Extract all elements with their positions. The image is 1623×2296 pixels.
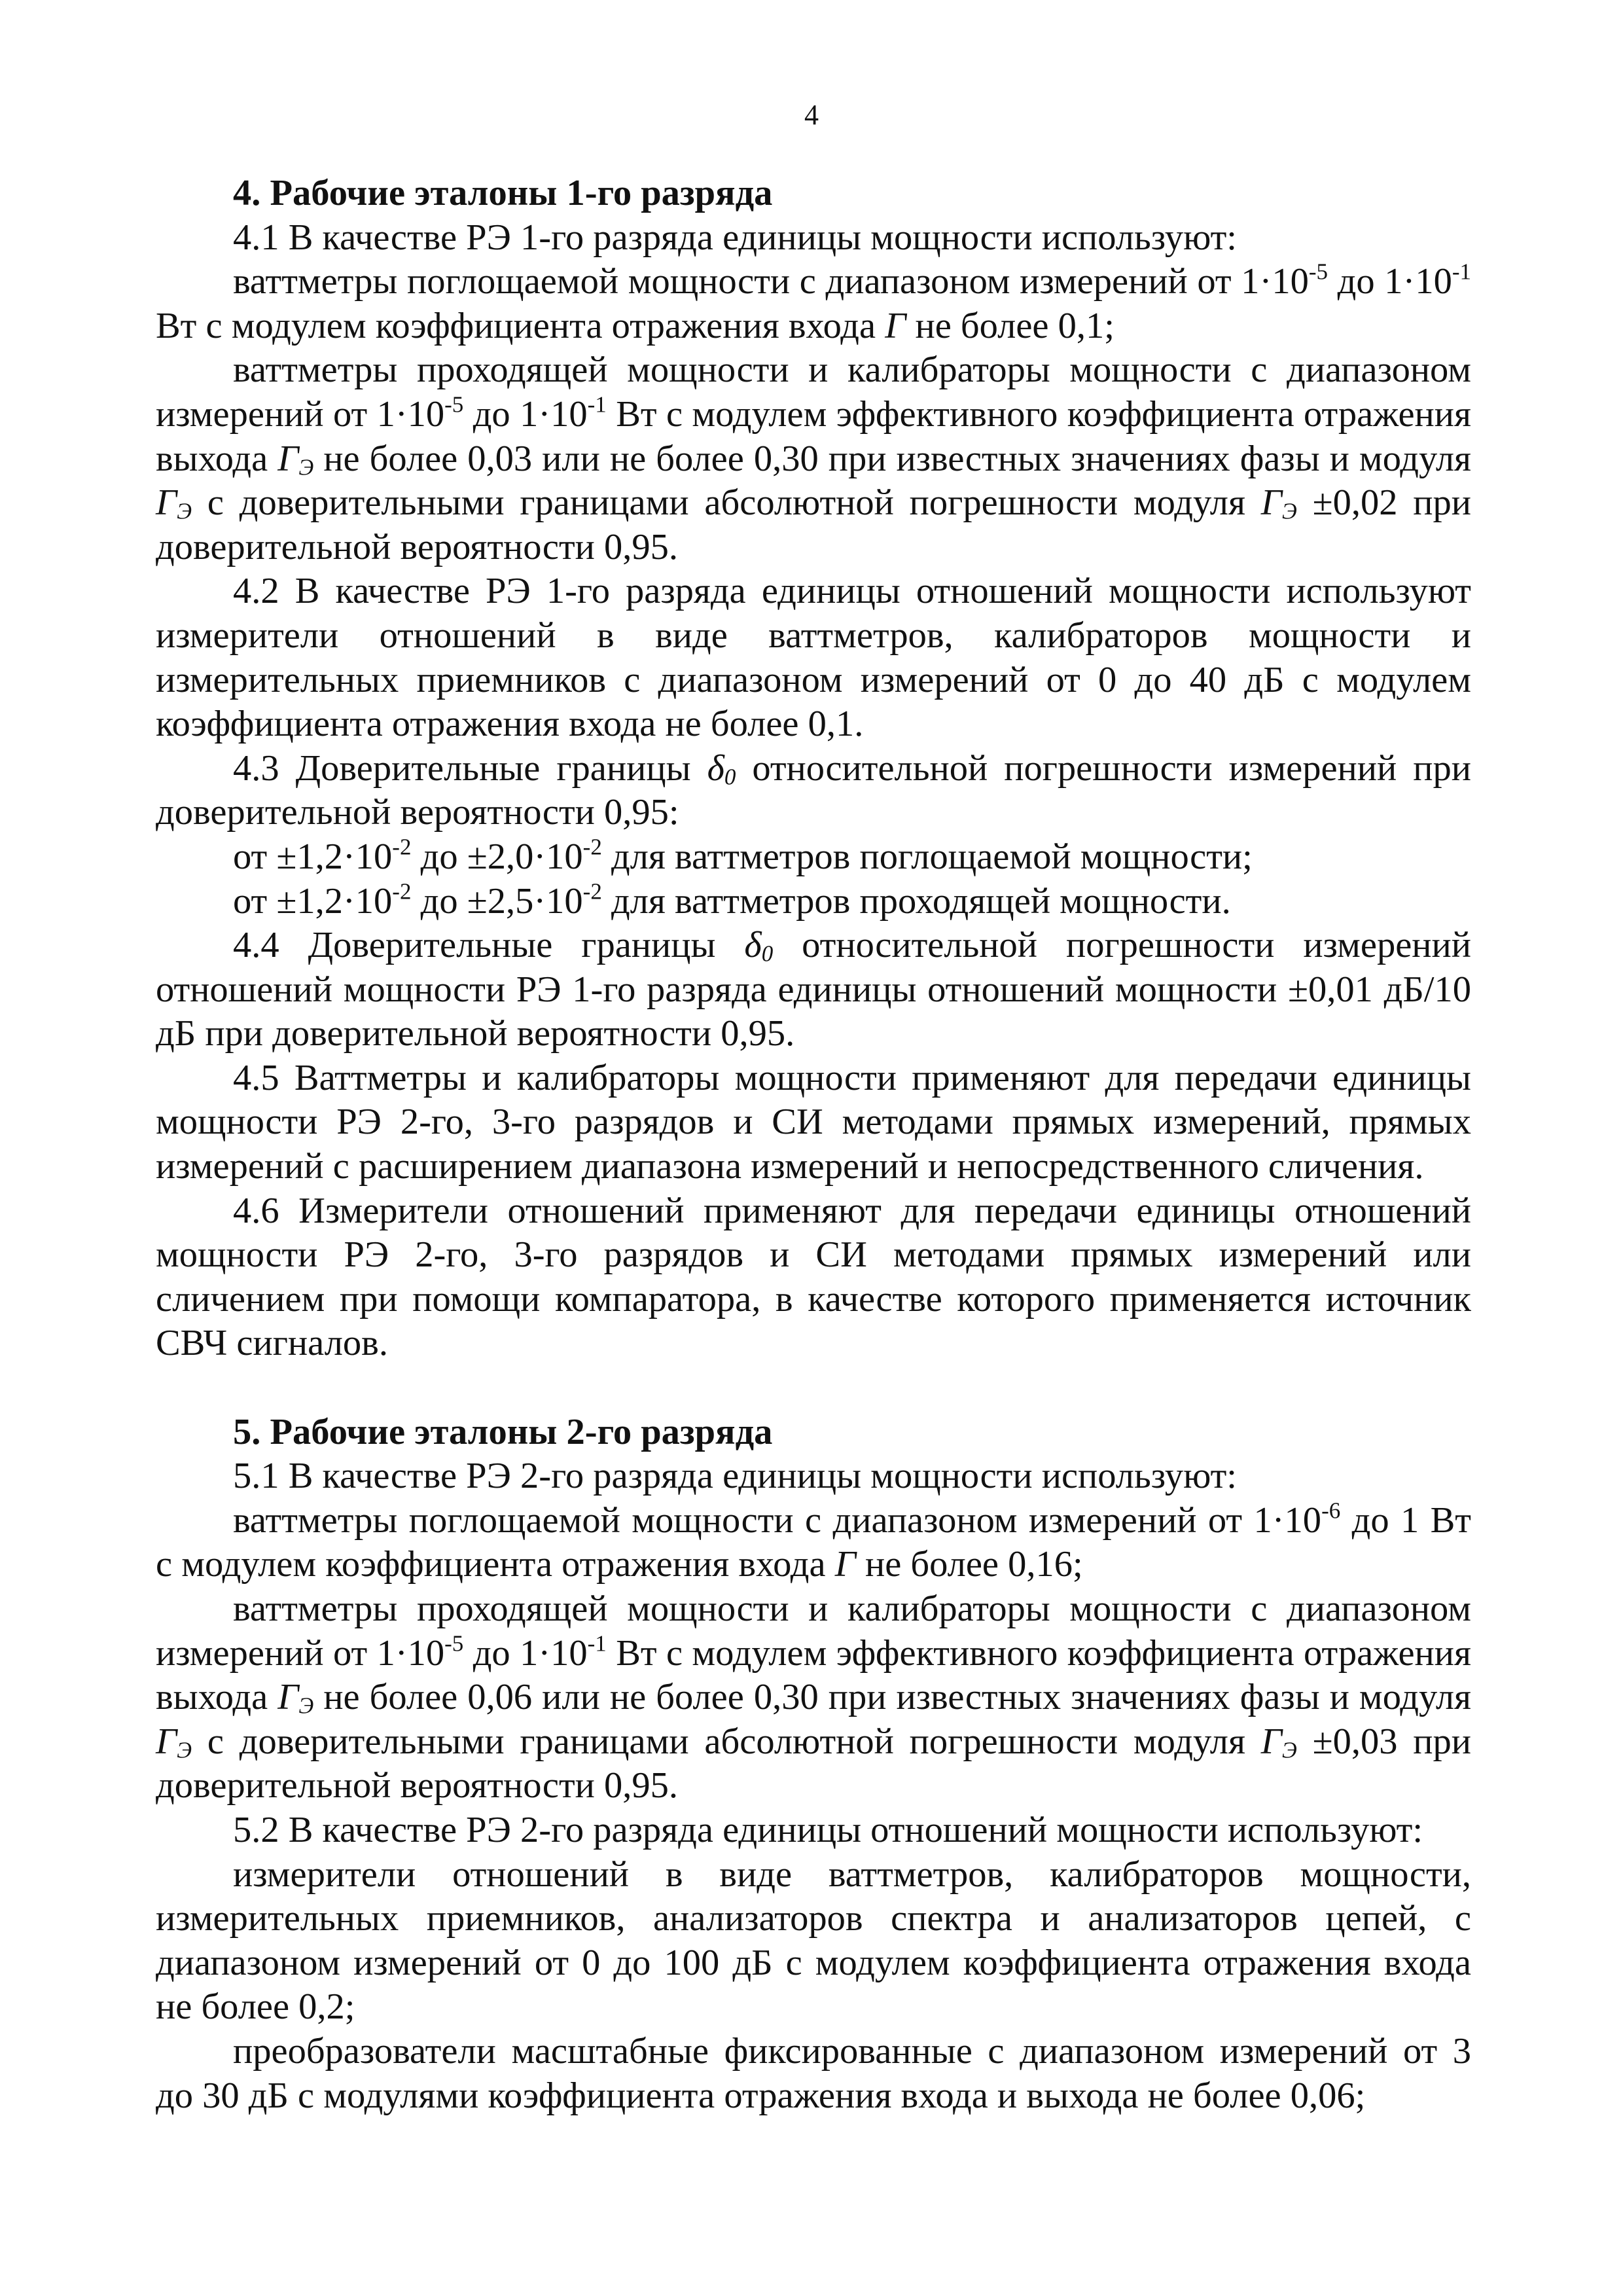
paragraph-4-3-through: [156, 880, 1471, 924]
reflection-symbol: Г: [277, 1677, 299, 1718]
text-fragment: для ваттметров проходящей мощности.: [601, 880, 1231, 922]
paragraph-5-2: 5.2 В качестве РЭ 2-го разряда единицы отношений мощности используют:: [233, 1809, 1423, 1850]
delta-subscript: 0: [724, 764, 736, 790]
paragraph-5-2-scale-converters: преобразователи масштабные фиксированные с диапазоном измерений от 3 до 30 дБ с модулями коэффициента отражения входа и выхода не более 0,06;: [156, 2030, 1471, 2116]
paragraph-4-2: 4.2 В качестве РЭ 1-го разряда единицы отношений мощности используют измерители отношений в виде ваттметров, калибраторов мощности и измерительных приемников с диапазоном измерений от 0 до 40 дБ с модулем коэффициента отражения входа не более 0,1.: [156, 571, 1471, 745]
paragraph-5-1: 5.1 В качестве РЭ 2-го разряда единицы мощности используют:: [233, 1456, 1237, 1497]
paragraph-4-5: 4.5 Ваттметры и калибраторы мощности применяют для передачи единицы мощности РЭ 2-го, 3-го разрядов и СИ методами прямых измерений, прямых измерений с расширением диапазона измерений и непосредственного сличения.: [156, 1057, 1471, 1187]
text-fragment: до 1·10: [1328, 261, 1452, 302]
exponent: -2: [582, 878, 602, 904]
text-fragment: не более 0,03 или не более 0,30 при известных значениях фазы и модуля: [313, 438, 1472, 479]
effective-subscript: Э: [298, 454, 314, 480]
paragraph-4-3: [156, 747, 1471, 835]
exponent: -5: [444, 391, 464, 418]
text-fragment: не более 0,06 или не более 0,30 при известных значениях фазы и модуля: [313, 1677, 1472, 1718]
text-fragment: относительной погрешности измерений отношений мощности РЭ 1-го разряда единицы отношений мощности ±0,01 дБ/10 дБ при доверительной вероятности 0,95.: [156, 925, 1471, 1054]
exponent: -2: [392, 834, 412, 860]
text-fragment: для ваттметров поглощаемой мощности;: [601, 836, 1253, 877]
text-fragment: до 1 Вт с модулем коэффициента отражения входа: [156, 1499, 1472, 1585]
document-body: [156, 171, 1471, 2118]
reflection-symbol: Г: [1260, 1721, 1282, 1762]
text-fragment: ваттметры поглощаемой мощности с диапазоном измерений от 1·10: [233, 1499, 1322, 1541]
text-fragment: 4.3 Доверительные границы: [233, 747, 707, 789]
effective-subscript: Э: [177, 1737, 192, 1763]
text-fragment: ваттметры поглощаемой мощности с диапазоном измерений от 1·10: [233, 261, 1309, 302]
exponent: -1: [1452, 259, 1472, 285]
text-fragment: от ±1,2·10: [233, 836, 393, 877]
page-number: 4: [804, 99, 819, 131]
text-fragment: Вт с модулем эффективного коэффициента отражения выхода: [156, 393, 1471, 479]
effective-subscript: Э: [298, 1693, 314, 1719]
reflection-symbol: Г: [1260, 482, 1282, 524]
exponent: -2: [582, 834, 602, 860]
exponent: -5: [444, 1630, 464, 1656]
paragraph-4-1-through-wattmeters: [156, 348, 1471, 569]
delta-symbol: δ: [707, 747, 724, 789]
reflection-symbol: Г: [277, 438, 299, 479]
text-fragment: относительной погрешности измерений при доверительной вероятности 0,95:: [156, 747, 1471, 833]
text-fragment: ±0,03 при доверительной вероятности 0,95.: [156, 1721, 1471, 1806]
paragraph-5-1-absorbed-wattmeters: [156, 1499, 1471, 1587]
paragraph-4-3-absorbed: [156, 835, 1471, 880]
delta-subscript: 0: [761, 941, 774, 967]
text-fragment: не более 0,1;: [906, 305, 1115, 346]
effective-subscript: Э: [177, 498, 192, 524]
text-fragment: до ±2,0·10: [411, 836, 583, 877]
text-fragment: 4.4 Доверительные границы: [233, 925, 745, 966]
text-fragment: не более 0,16;: [855, 1544, 1083, 1585]
reflection-symbol: Г: [156, 1721, 177, 1762]
paragraph-5-1-through-wattmeters: [156, 1587, 1471, 1808]
paragraph-5-2-ratio-meters: измерители отношений в виде ваттметров, калибраторов мощности, измерительных приемников, анализаторов спектра и анализаторов цепей, с диапазоном измерений от 0 до 100 дБ с модулем коэффициента отражения входа не более 0,2;: [156, 1854, 1471, 2028]
text-fragment: до 1·10: [463, 393, 588, 435]
effective-subscript: Э: [1281, 498, 1297, 524]
reflection-symbol: Г: [156, 482, 177, 524]
paragraph-4-1: 4.1 В качестве РЭ 1-го разряда единицы мощности используют:: [233, 217, 1237, 258]
exponent: -2: [392, 878, 412, 904]
delta-symbol: δ: [744, 925, 762, 966]
text-fragment: ваттметры проходящей мощности и калибраторы мощности с диапазоном измерений от 1·10: [156, 1588, 1471, 1674]
text-fragment: Вт с модулем эффективного коэффициента отражения выхода: [156, 1632, 1471, 1718]
exponent: -6: [1321, 1498, 1341, 1524]
text-fragment: ±0,02 при доверительной вероятности 0,95.: [156, 482, 1471, 567]
section-spacer: [156, 1366, 1471, 1410]
reflection-symbol: Г: [885, 305, 906, 346]
exponent: -5: [1308, 259, 1328, 285]
text-fragment: до 1·10: [463, 1632, 588, 1674]
paragraph-4-4: [156, 924, 1471, 1056]
text-fragment: с доверительными границами абсолютной погрешности модуля: [192, 482, 1261, 524]
text-fragment: до ±2,5·10: [411, 880, 583, 922]
text-fragment: ваттметры проходящей мощности и калибраторы мощности с диапазоном измерений от 1·10: [156, 350, 1471, 435]
paragraph-4-6: 4.6 Измерители отношений применяют для передачи единицы отношений мощности РЭ 2-го, 3-го разрядов и СИ методами прямых измерений или сличением при помощи компаратора, в качестве которого применяется источник СВЧ сигналов.: [156, 1190, 1471, 1364]
section-5-heading: 5. Рабочие эталоны 2-го разряда: [233, 1411, 773, 1452]
reflection-symbol: Г: [834, 1544, 856, 1585]
exponent: -1: [587, 391, 607, 418]
section-4-heading: 4. Рабочие эталоны 1-го разряда: [233, 173, 773, 213]
text-fragment: с доверительными границами абсолютной погрешности модуля: [192, 1721, 1261, 1762]
exponent: -1: [587, 1630, 607, 1656]
paragraph-4-1-absorbed-wattmeters: [156, 260, 1471, 348]
effective-subscript: Э: [1281, 1737, 1297, 1763]
text-fragment: Вт с модулем коэффициента отражения входа: [156, 305, 885, 346]
text-fragment: от ±1,2·10: [233, 880, 393, 922]
